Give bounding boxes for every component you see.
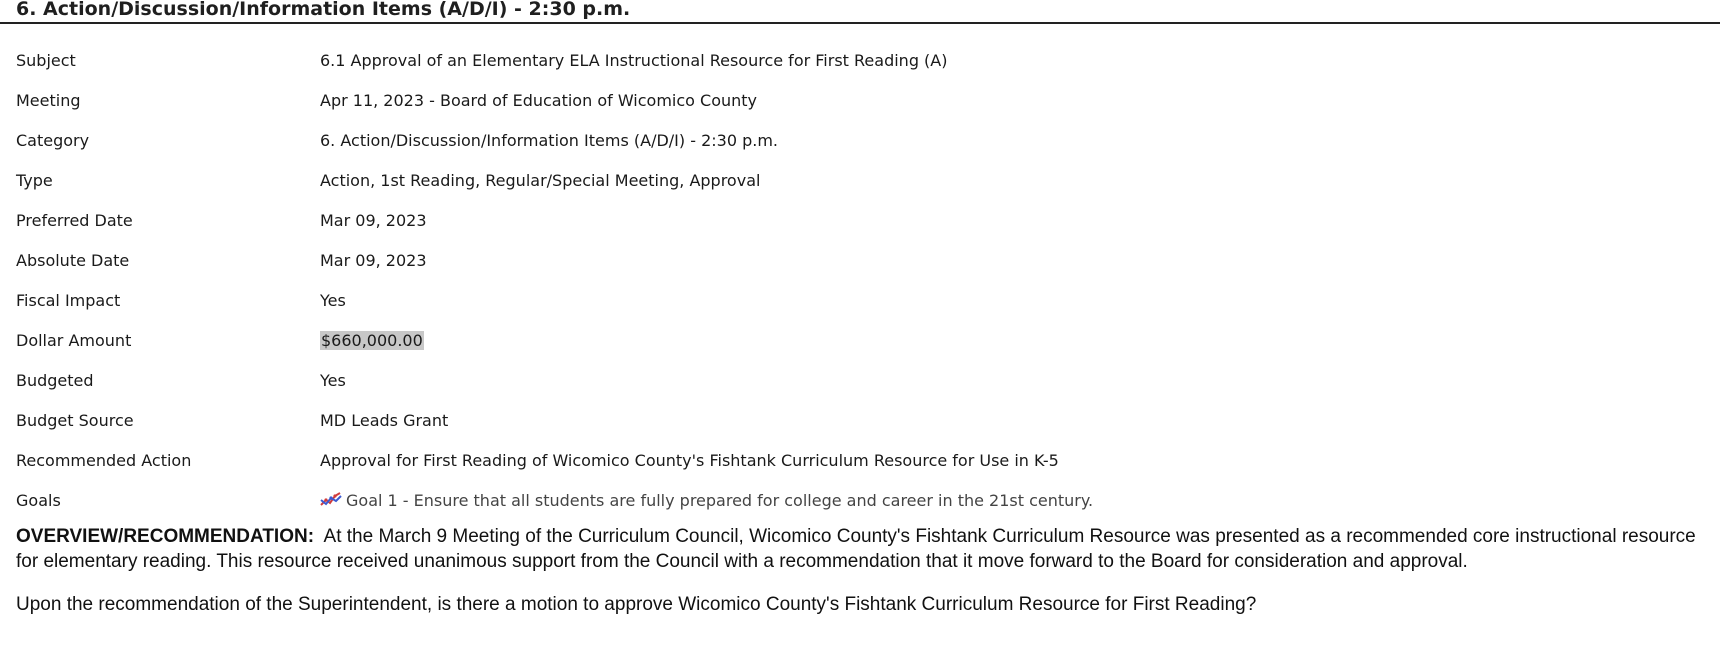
preferred-date-label: Preferred Date: [16, 210, 133, 230]
category-value: 6. Action/Discussion/Information Items (A/D/I) - 2:30 p.m.: [320, 130, 778, 150]
overview-heading: OVERVIEW/RECOMMENDATION:: [16, 526, 315, 547]
overview-text: At the March 9 Meeting of the Curriculum Council, Wicomico County's Fishtank Curriculum Resource was presented as a recommended core instructional resource for elementary reading. This resource received unanimous support from the Council with a recommendation that it move forward to the Board for consideration and approval.: [16, 526, 1696, 572]
budget-source-label: Budget Source: [16, 410, 134, 430]
absolute-date-label: Absolute Date: [16, 250, 130, 270]
detail-row-fiscal-impact: [16, 280, 1696, 320]
fiscal-impact-value: Yes: [320, 290, 346, 310]
item-details: [16, 40, 1696, 520]
recommended-action-value: Approval for First Reading of Wicomico County's Fishtank Curriculum Resource for Use in K-5: [320, 450, 1059, 470]
section-header: [0, 0, 1720, 24]
dollar-amount-label: Dollar Amount: [16, 330, 132, 350]
detail-row-budgeted: [16, 360, 1696, 400]
detail-row-subject: [16, 40, 1696, 80]
absolute-date-value: Mar 09, 2023: [320, 250, 427, 270]
category-label: Category: [16, 130, 90, 150]
meeting-value: Apr 11, 2023 - Board of Education of Wicomico County: [320, 90, 758, 110]
detail-row-type: [16, 160, 1696, 200]
motion-paragraph: Upon the recommendation of the Superintendent, is there a motion to approve Wicomico County's Fishtank Curriculum Resource for First Reading?: [16, 594, 1257, 615]
detail-row-dollar-amount: [16, 320, 1696, 360]
detail-row-category: [16, 120, 1696, 160]
goal-chart-icon: [320, 491, 342, 509]
goals-label: Goals: [16, 490, 61, 510]
type-label: Type: [16, 170, 53, 190]
budget-source-value: MD Leads Grant: [320, 410, 449, 430]
detail-row-budget-source: [16, 400, 1696, 440]
section-title: 6. Action/Discussion/Information Items (A/D/I) - 2:30 p.m.: [16, 0, 631, 20]
type-value: Action, 1st Reading, Regular/Special Meeting, Approval: [320, 170, 761, 190]
preferred-date-value: Mar 09, 2023: [320, 210, 427, 230]
recommended-action-label: Recommended Action: [16, 450, 192, 470]
overview-paragraph: [16, 524, 1706, 574]
detail-row-meeting: [16, 80, 1696, 120]
budgeted-value: Yes: [320, 370, 346, 390]
goal-text: Goal 1 - Ensure that all students are fully prepared for college and career in the 21st century.: [346, 490, 1094, 510]
dollar-amount-value: $660,000.00: [321, 330, 423, 350]
detail-row-goals: [16, 480, 1696, 520]
goal-link[interactable]: [320, 491, 1093, 510]
detail-row-preferred-date: [16, 200, 1696, 240]
subject-label: Subject: [16, 50, 76, 70]
meeting-label: Meeting: [16, 90, 81, 110]
subject-value: 6.1 Approval of an Elementary ELA Instructional Resource for First Reading (A): [320, 50, 948, 70]
detail-row-recommended-action: [16, 440, 1696, 480]
budgeted-label: Budgeted: [16, 370, 94, 390]
fiscal-impact-label: Fiscal Impact: [16, 290, 121, 310]
detail-row-absolute-date: [16, 240, 1696, 280]
